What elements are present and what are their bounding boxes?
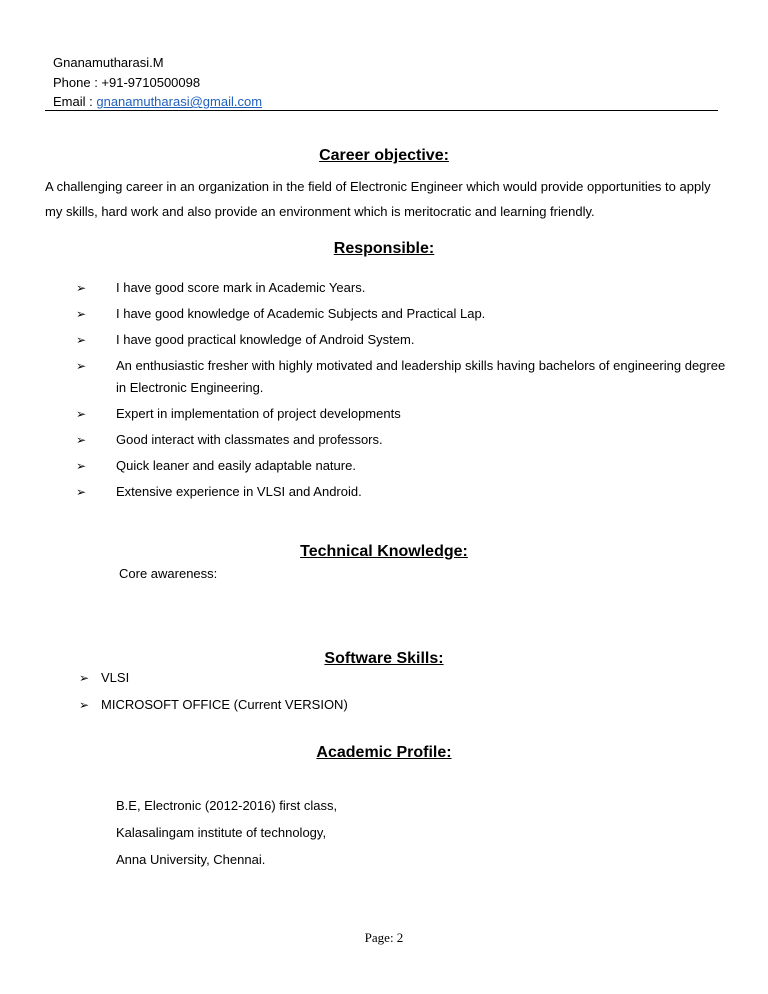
degree-line: B.E, Electronic (2012-2016) first class, [116,798,338,813]
career-objective-text: A challenging career in an organization in the field of Electronic Engineer which would provide opportunities to apply my skills, hard work and also provide an environment which is meritocratic and learning friendly. [45,179,711,219]
arrow-bullet-icon: ➢ [76,281,87,295]
technical-knowledge-heading: Technical Knowledge: [300,543,468,560]
academic-profile-heading: Academic Profile: [316,744,452,761]
arrow-bullet-icon: ➢ [76,407,87,421]
list-item: ➢ An enthusiastic fresher with highly motivated and leadership skills having bachelors of engineering degree in Electronic Engineering. [76,355,726,399]
institute-line: Kalasalingam institute of technology, [116,825,327,840]
responsible-heading: Responsible: [333,240,435,257]
arrow-bullet-icon: ➢ [76,485,87,499]
candidate-name: Gnanamutharasi.M [53,55,164,70]
list-item: ➢ Good interact with classmates and professors. [76,429,726,451]
arrow-bullet-icon: ➢ [76,459,87,473]
arrow-bullet-icon: ➢ [76,333,87,347]
list-item: ➢ VLSI [79,670,130,685]
email-line [53,94,262,110]
phone-line: Phone : +91-9710500098 [53,75,201,90]
list-item: ➢ Quick leaner and easily adaptable nature. [76,455,726,477]
arrow-bullet-icon: ➢ [79,671,90,685]
career-objective-heading: Career objective: [319,147,449,164]
software-skills-heading: Software Skills: [324,650,444,667]
page-number: Page: 2 [364,930,404,945]
list-item: ➢ MICROSOFT OFFICE (Current VERSION) [79,697,348,712]
header-divider [45,110,718,111]
list-item: ➢ I have good practical knowledge of Android System. [76,329,726,351]
email-link[interactable]: gnanamutharasi@gmail.com [96,94,263,109]
arrow-bullet-icon: ➢ [79,698,90,712]
university-line: Anna University, Chennai. [116,852,266,867]
list-item: ➢ I have good knowledge of Academic Subjects and Practical Lap. [76,303,726,325]
email-label: Email : [53,94,93,109]
academic-profile-details [116,792,337,873]
software-skills-list [79,669,348,723]
arrow-bullet-icon: ➢ [76,359,87,373]
responsible-list [76,277,726,507]
arrow-bullet-icon: ➢ [76,433,87,447]
list-item: ➢ I have good score mark in Academic Years. [76,277,726,299]
core-awareness-label: Core awareness: [119,566,218,581]
list-item: ➢ Expert in implementation of project developments [76,403,726,425]
arrow-bullet-icon: ➢ [76,307,87,321]
list-item: ➢ Extensive experience in VLSI and Android. [76,481,726,503]
